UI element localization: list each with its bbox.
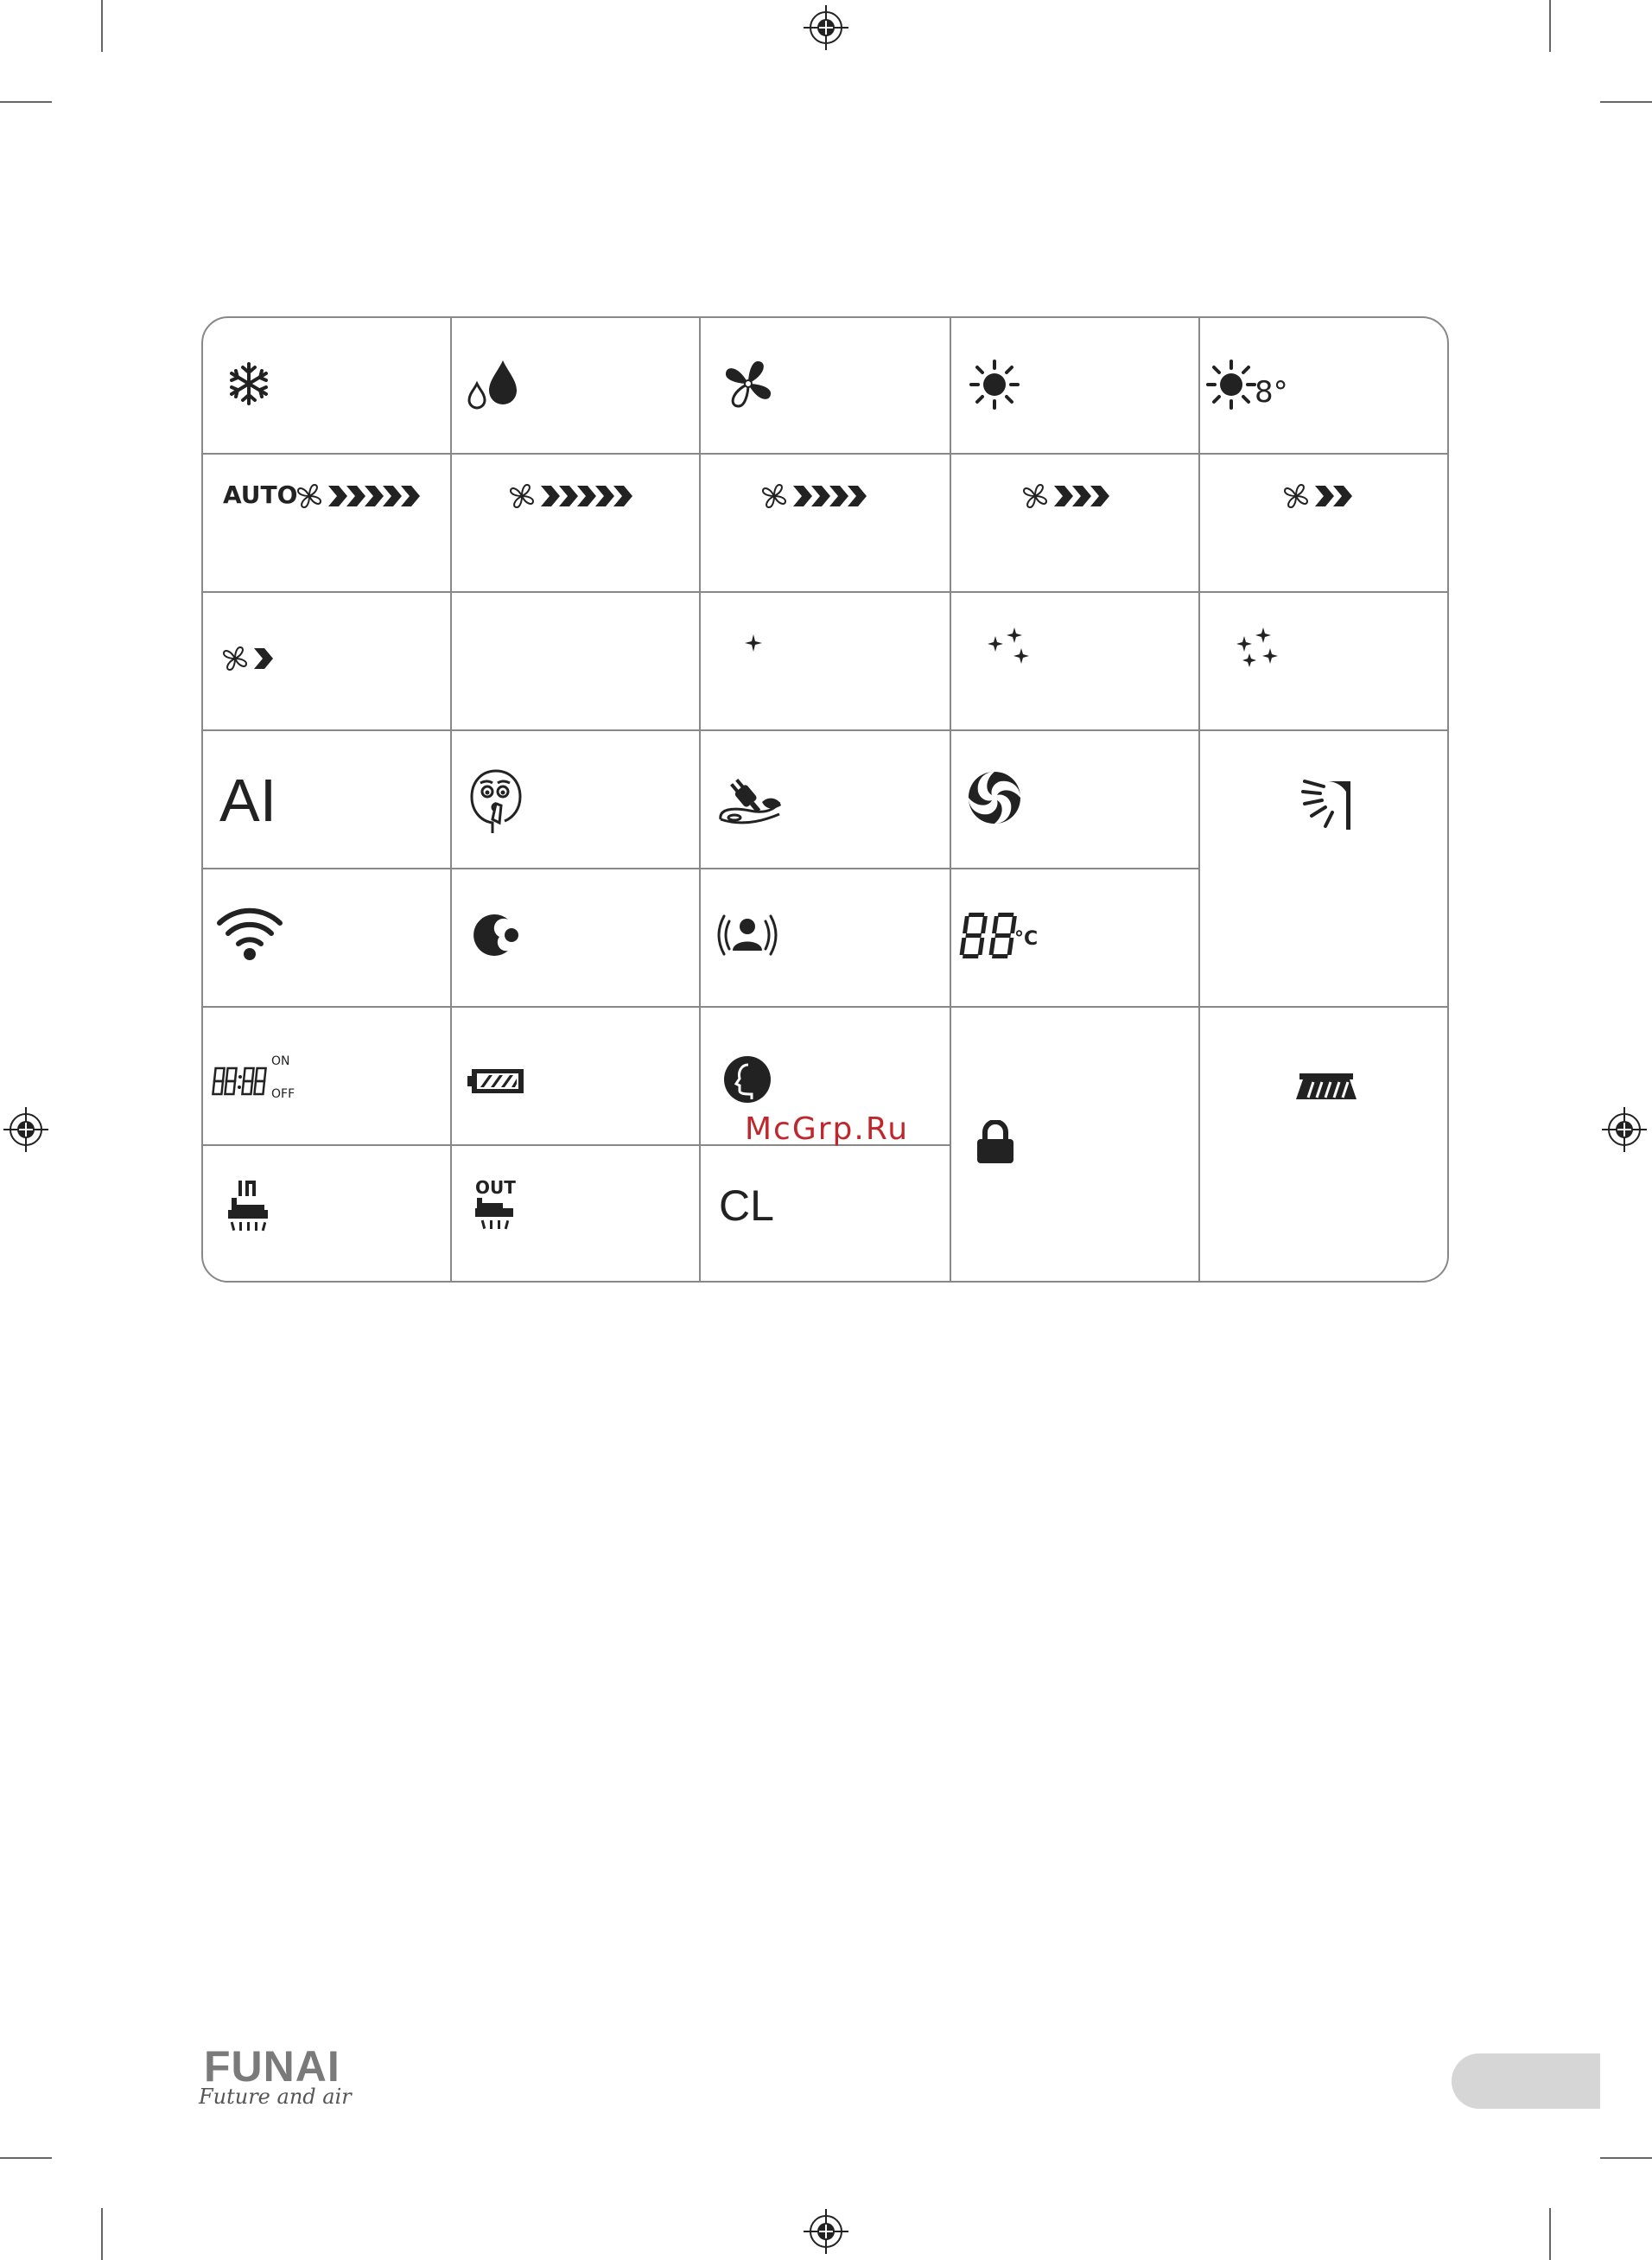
auto-label: AUTO	[223, 481, 298, 509]
speed-arrows-1	[254, 646, 278, 671]
small-fan-icon	[221, 645, 249, 672]
person-waves-icon	[712, 909, 783, 961]
sun-icon	[969, 360, 1020, 410]
filter-icon	[1294, 1072, 1358, 1103]
small-fan-icon	[760, 482, 788, 510]
speed-arrows-5	[328, 484, 422, 508]
small-fan-icon	[295, 482, 323, 510]
eco-plug-icon	[715, 767, 785, 830]
moon-3-stars-icon	[1210, 626, 1282, 688]
small-fan-icon	[508, 482, 536, 510]
fan-icon	[722, 358, 774, 410]
cl-label: CL	[719, 1181, 774, 1230]
page-tab	[1452, 2053, 1600, 2109]
moon-1-star-icon	[714, 626, 783, 688]
moon-icon	[460, 626, 529, 688]
speed-arrows-3	[1054, 484, 1113, 508]
on-label: ON	[271, 1054, 290, 1068]
watermark: McGrp.Ru	[745, 1111, 910, 1147]
filter-in-icon	[226, 1179, 270, 1234]
off-label: OFF	[271, 1087, 295, 1101]
swirl-icon	[966, 769, 1023, 826]
speed-arrows-2	[1315, 484, 1357, 508]
sun-8-degree-icon	[1206, 360, 1256, 410]
timer-display	[211, 1065, 271, 1099]
out-label: OUT	[475, 1177, 516, 1198]
dot-blob-icon	[468, 911, 522, 959]
lock-icon	[975, 1120, 1016, 1165]
brand-logo: FUNAI	[204, 2042, 340, 2091]
brand-slogan: Future and air	[199, 2085, 352, 2109]
face-circle-icon	[722, 1054, 772, 1105]
speed-arrows-5	[541, 484, 634, 508]
small-fan-icon	[1282, 482, 1310, 510]
battery-icon	[467, 1066, 527, 1096]
degree-label: 8°	[1255, 375, 1288, 410]
registration-mark-top	[804, 5, 848, 50]
snowflake-icon	[226, 361, 271, 406]
registration-mark-right	[1602, 1107, 1647, 1152]
swing-sun-icon	[1299, 778, 1353, 831]
moon-2-stars-icon	[961, 626, 1033, 688]
quiet-face-icon	[467, 767, 527, 837]
ai-label: AI	[219, 767, 277, 834]
registration-mark-left	[3, 1107, 48, 1152]
drops-icon	[467, 358, 524, 410]
wifi-icon	[216, 907, 283, 961]
registration-mark-bottom	[804, 2209, 848, 2254]
small-fan-icon	[1021, 482, 1049, 510]
speed-arrows-4	[793, 484, 869, 508]
celsius-label: °C	[1014, 928, 1039, 950]
